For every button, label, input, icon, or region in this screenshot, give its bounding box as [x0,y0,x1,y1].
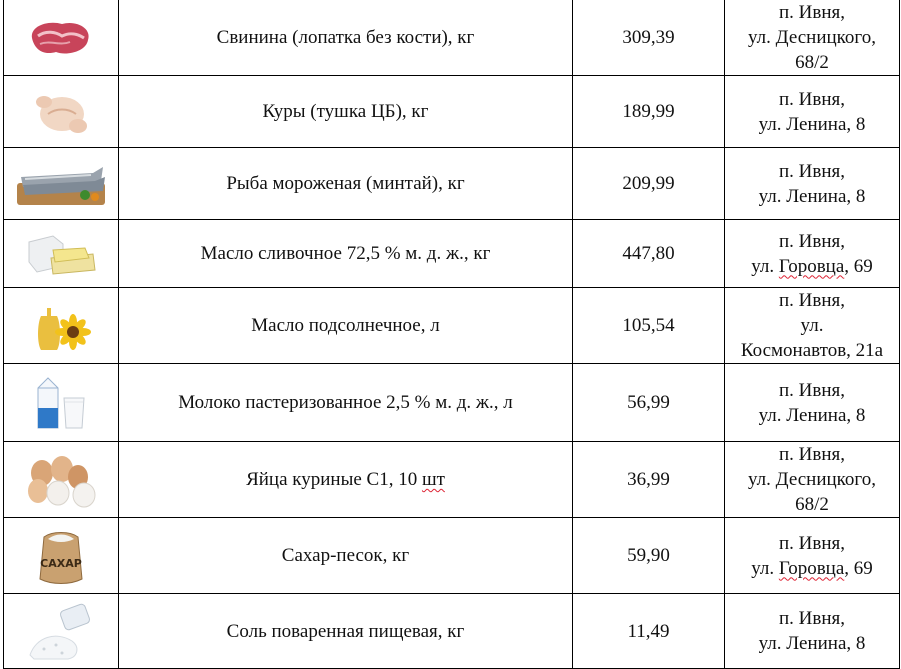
store-address [725,594,900,669]
product-price: 189,99 [573,76,725,148]
product-price: 11,49 [573,594,725,669]
product-name: Рыба мороженая (минтай), кг [119,148,573,220]
product-name: Масло сливочное 72,5 % м. д. ж., кг [119,220,573,288]
street-name: Горовца [778,255,845,277]
product-image-cell [4,220,119,288]
product-name [119,442,573,518]
address-line: ул. Десницкого, [747,27,877,48]
product-name: Сахар-песок, кг [119,518,573,594]
address-line: п. Ивня, [778,532,846,554]
store-address [725,442,900,518]
pork-meat-icon [26,18,96,58]
address-line: ул. Ленина, 8 [758,633,866,654]
product-price: 59,90 [573,518,725,594]
product-image-cell [4,364,119,442]
store-address [725,518,900,594]
address-line: ул. Горовца, 69 [751,255,873,277]
product-name: Масло подсолнечное, л [119,288,573,364]
address-line: ул. Горовца, 69 [751,557,873,579]
table-row [4,148,900,220]
address-line: п. Ивня, [778,160,846,182]
address-line: п. Ивня, [778,88,846,110]
product-price: 309,39 [573,0,725,76]
address-line: ул. Ленина, 8 [758,113,866,135]
address-line: п. Ивня, [778,290,846,311]
address-line: п. Ивня, [778,379,846,401]
address-line: ул. Ленина, 8 [758,404,866,426]
fish-icon [15,159,107,209]
sugar-sack-icon [30,525,92,587]
sunflower-oil-icon [31,298,91,354]
product-name: Молоко пастеризованное 2,5 % м. д. ж., л [119,364,573,442]
table-row [4,518,900,594]
unit-abbr: шт [421,469,445,490]
table-row [4,0,900,76]
store-address [725,220,900,288]
product-price: 56,99 [573,364,725,442]
store-address [725,288,900,364]
store-address [725,148,900,220]
store-address [725,364,900,442]
address-line: п. Ивня, [778,230,846,252]
milk-icon [32,374,90,432]
product-price: 209,99 [573,148,725,220]
street-name: Горовца [778,557,845,579]
table-row [4,594,900,669]
address-line: п. Ивня, [778,444,846,465]
table-row [4,76,900,148]
address-line: ул. Ленина, 8 [758,185,866,207]
address-line: п. Ивня, [778,2,846,23]
product-price: 105,54 [573,288,725,364]
table-row [4,220,900,288]
address-line: Космонавтов, 21а [740,340,884,361]
address-line: п. Ивня, [778,608,846,629]
product-image-cell [4,148,119,220]
product-name: Соль поваренная пищевая, кг [119,594,573,669]
eggs-icon [20,451,102,509]
product-name-text: Яйца куриные С1, 10 шт [246,469,445,490]
table-row [4,442,900,518]
address-line: 68/2 [795,494,829,515]
sack-label: САХАР [40,556,82,570]
product-name: Свинина (лопатка без кости), кг [119,0,573,76]
product-image-cell [4,76,119,148]
salt-icon [22,601,100,661]
address-line: ул. Десницкого, [747,469,877,490]
product-image-cell [4,442,119,518]
table-row [4,364,900,442]
product-image-cell [4,0,119,76]
store-address [725,76,900,148]
product-image-cell [4,288,119,364]
chicken-icon [30,84,92,140]
address-line: 68/2 [795,52,829,73]
store-address [725,0,900,76]
price-table [3,0,900,669]
product-price: 36,99 [573,442,725,518]
product-price: 447,80 [573,220,725,288]
product-name: Куры (тушка ЦБ), кг [119,76,573,148]
product-image-cell [4,594,119,669]
butter-icon [23,232,99,276]
product-image-cell [4,518,119,594]
address-line: ул. [800,315,824,336]
table-row [4,288,900,364]
